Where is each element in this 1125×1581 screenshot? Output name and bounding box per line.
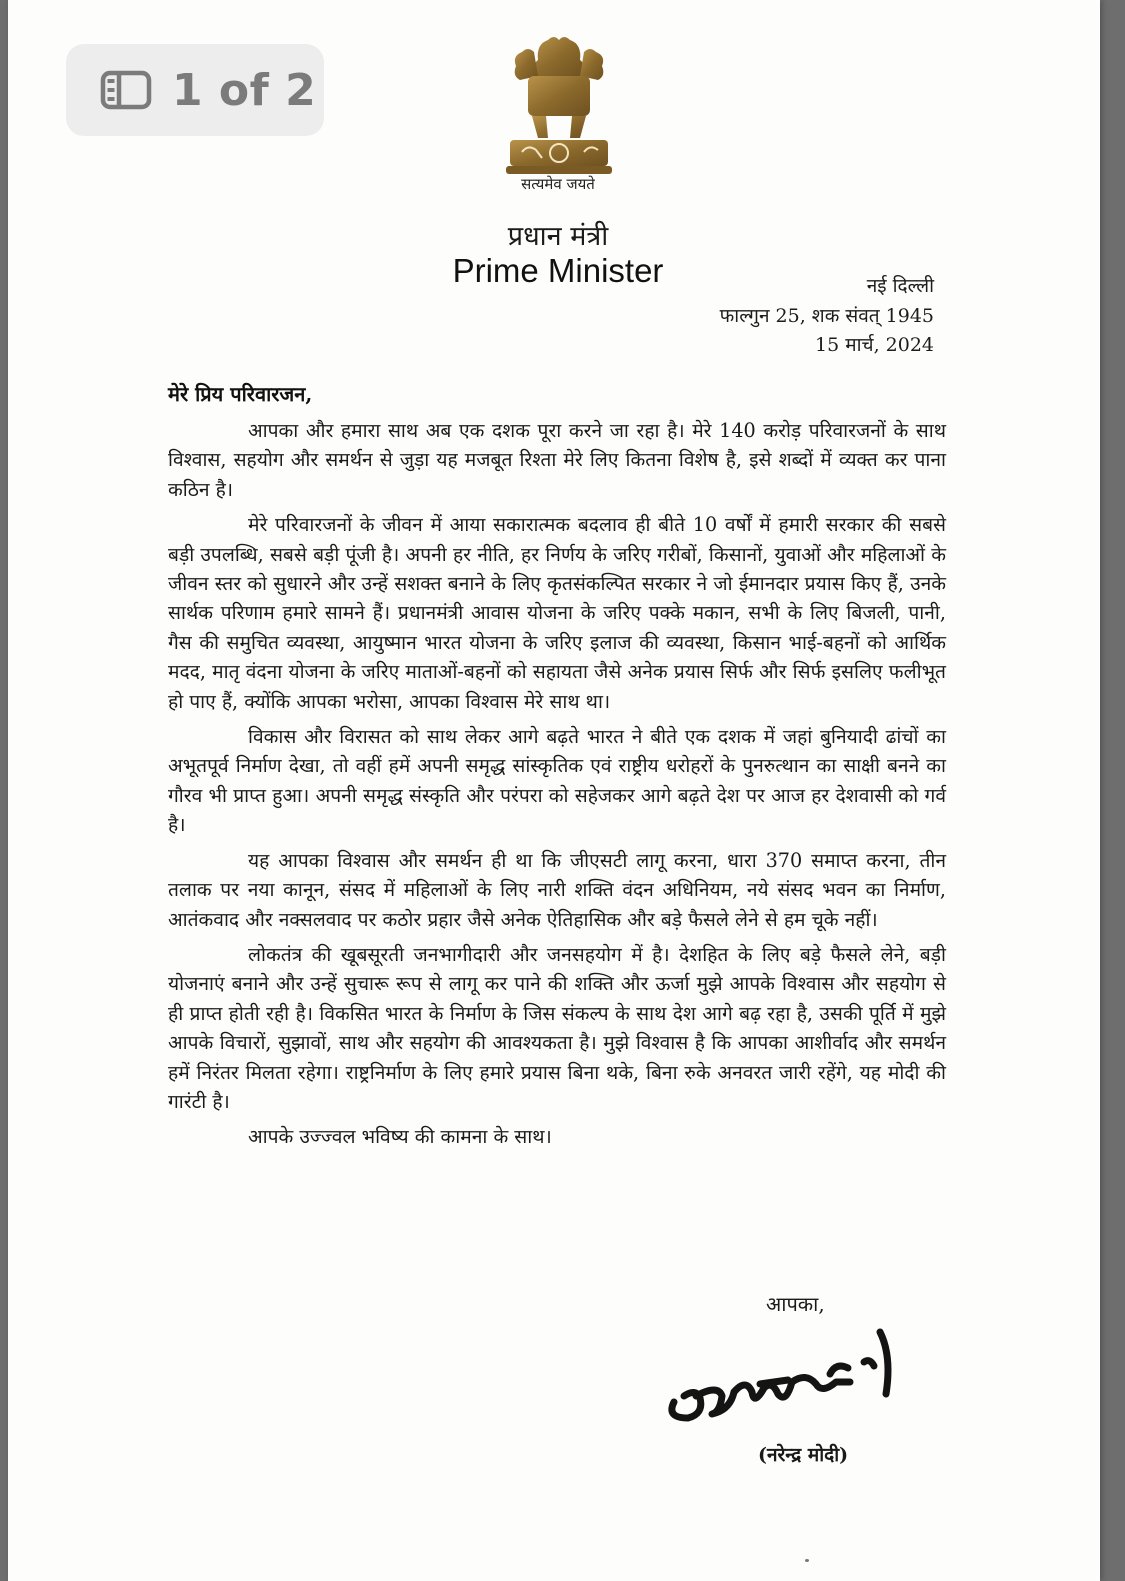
- paragraph: विकास और विरासत को साथ लेकर आगे बढ़ते भारत ने बीते एक दशक में जहां बुनियादी ढांचों का अभूतपूर्व निर्माण देखा, तो वहीं हमें अपनी समृद्ध सांस्कृतिक एवं राष्ट्रीय धरोहरों के पुनरुत्थान का साक्षी बनने का गौरव भी प्राप्त हुआ। अपनी समृद्ध संस्कृति और परंपरा को सहेजकर आगे बढ़ते देश पर आज हर देशवासी को गर्व है।: [168, 725, 946, 837]
- paragraph: लोकतंत्र की खूबसूरती जनभागीदारी और जनसहयोग में है। देशहित के लिए बड़े फैसले लेने, बड़ी योजनाएं बनाने और उन्हें सुचारू रूप से लागू कर पाने की शक्ति और ऊर्जा मुझे आपके विश्वास और सहयोग से ही प्राप्त होती रही है। विकसित भारत के निर्माण के जिस संकल्प के साथ देश आगे बढ़ रहा है, उसकी पूर्ति में मुझे आपके विचारों, सुझावों, साथ और सहयोग की आवश्यकता है। मुझे विश्वास है कि आपका आशीर्वाद और समर्थन हमें निरंतर मिलता रहेगा। राष्ट्रनिर्माण के लिए हमारे प्रयास बिना थके, बिना रुके अनवरत जारी रहेंगे, यह मोदी की गारंटी है।: [168, 942, 946, 1113]
- paragraph: आपका और हमारा साथ अब एक दशक पूरा करने जा रहा है। मेरे 140 करोड़ परिवारजनों के साथ विश्वास, सहयोग और समर्थन से जुड़ा यह मजबूत रिश्ता मेरे लिए कितना विशेष है, इसे शब्दों में व्यक्त कर पाना कठिन है।: [168, 419, 946, 501]
- paragraph: यह आपका विश्वास और समर्थन ही था कि जीएसटी लागू करना, धारा 370 समाप्त करना, तीन तलाक पर नया कानून, संसद में महिलाओं के लिए नारी शक्ति वंदन अधिनियम, नये संसद भवन का निर्माण, आतंकवाद और नक्सलवाद पर कठोर प्रहार जैसे अनेक ऐतिहासिक और बड़े फैसले लेने से हम चूके नहीं।: [168, 848, 946, 931]
- gregorian-date: 15 मार्च, 2024: [815, 334, 934, 356]
- page-count: 1 of 2: [172, 64, 317, 116]
- letter-page: [8, 0, 1100, 1581]
- page-indicator[interactable]: [66, 44, 324, 136]
- signatory-name: (नरेन्द्र मोदी): [758, 1444, 849, 1466]
- emblem-motto: सत्यमेव जयते: [521, 175, 595, 193]
- office-title-english: Prime Minister: [452, 252, 664, 289]
- place-date-block: [720, 272, 934, 361]
- paragraph: आपके उज्ज्वल भविष्य की कामना के साथ।: [248, 1125, 552, 1149]
- reader-pages-icon: [100, 70, 152, 110]
- closing: आपका,: [766, 1292, 825, 1316]
- salutation: मेरे प्रिय परिवारजन,: [168, 382, 313, 406]
- national-emblem-icon: [498, 30, 620, 180]
- handwritten-signature: [660, 1322, 900, 1432]
- letter-body: [168, 416, 946, 1158]
- office-title-hindi: प्रधान मंत्री: [507, 221, 609, 252]
- saka-date: फाल्गुन 25, शक संवत् 1945: [719, 304, 934, 327]
- paragraph: मेरे परिवारजनों के जीवन में आया सकारात्मक बदलाव ही बीते 10 वर्षों में हमारी सरकार की सबसे बड़ी उपलब्धि, सबसे बड़ी पूंजी है। अपनी हर नीति, हर निर्णय के जरिए गरीबों, किसानों, युवाओं और महिलाओं के जीवन स्तर को सुधारने और उन्हें सशक्त बनाने के लिए कृतसंकल्पित सरकार ने जो ईमानदार प्रयास किए हैं, उनके सार्थक परिणाम हमारे सामने हैं। प्रधानमंत्री आवास योजना के जरिए पक्के मकान, सभी के लिए बिजली, पानी, गैस की समुचित व्यवस्था, आयुष्मान भारत योजना के जरिए इलाज की व्यवस्था, किसान भाई-बहनों को आर्थिक मदद, मातृ वंदना योजना के जरिए माताओं-बहनों को सहायता जैसे अनेक प्रयास सिर्फ और सिर्फ इसलिए फलीभूत हो पाए हैं, क्योंकि आपका भरोसा, आपका विश्वास मेरे साथ था।: [168, 513, 946, 713]
- place: नई दिल्ली: [866, 275, 934, 297]
- scan-speck: [805, 1559, 809, 1562]
